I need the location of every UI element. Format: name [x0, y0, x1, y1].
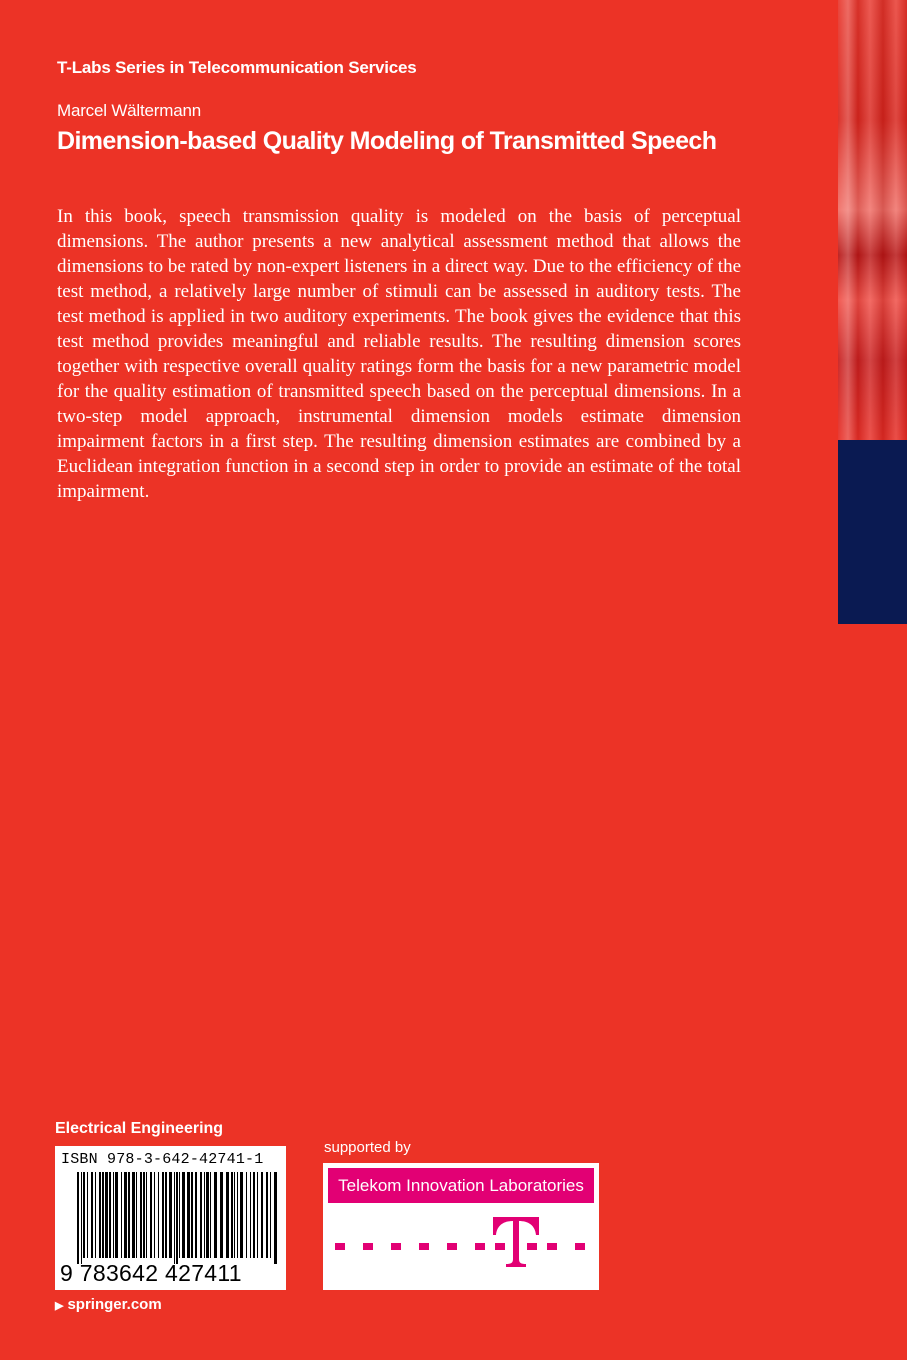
- telekom-t-logo: [323, 1163, 599, 1290]
- publisher-website[interactable]: [55, 1296, 162, 1313]
- publisher-website-label: springer.com: [67, 1296, 162, 1313]
- triangle-right-icon: ▶: [55, 1300, 64, 1312]
- supported-by-label: supported by: [324, 1139, 411, 1156]
- isbn-barcode: [55, 1146, 286, 1290]
- telekom-logo-box: [323, 1163, 599, 1290]
- subject-category: Electrical Engineering: [55, 1120, 224, 1137]
- book-abstract: In this book, speech transmission quality is modeled on the basis of perceptual dimensions. The author presents a new analytical assessment method that allows the dimensions to be rated by non-expert listeners in a direct way. Due to the efficiency of the test method, a relatively large number of stimuli can be assessed in auditory tests. The test method is applied in two auditory experiments. The book gives the evidence that this test method provides meaningful and reliable results. The resulting dimension scores together with respective overall quality ratings form the basis for a new parametric model for the quality estimation of transmitted speech based on the perceptual dimensions. In a two-step model approach, instrumental dimension models estimate dimension impairment factors in a first step. The resulting dimension estimates are combined by a Euclidean integration function in a second step in order to provide an estimate of the total impairment.: [57, 206, 741, 502]
- spine-cover-photo: [838, 0, 907, 440]
- spine-blue-band: [838, 440, 907, 624]
- book-title: Dimension-based Quality Modeling of Transmitted Speech: [57, 127, 717, 155]
- isbn-text: ISBN 978-3-642-42741-1: [61, 1151, 264, 1168]
- series-title: T-Labs Series in Telecommunication Services: [57, 58, 417, 77]
- author-name: Marcel Wältermann: [57, 101, 201, 120]
- barcode-digits: 9 783642 427411: [60, 1260, 242, 1286]
- telekom-banner: Telekom Innovation Laboratories: [328, 1168, 594, 1203]
